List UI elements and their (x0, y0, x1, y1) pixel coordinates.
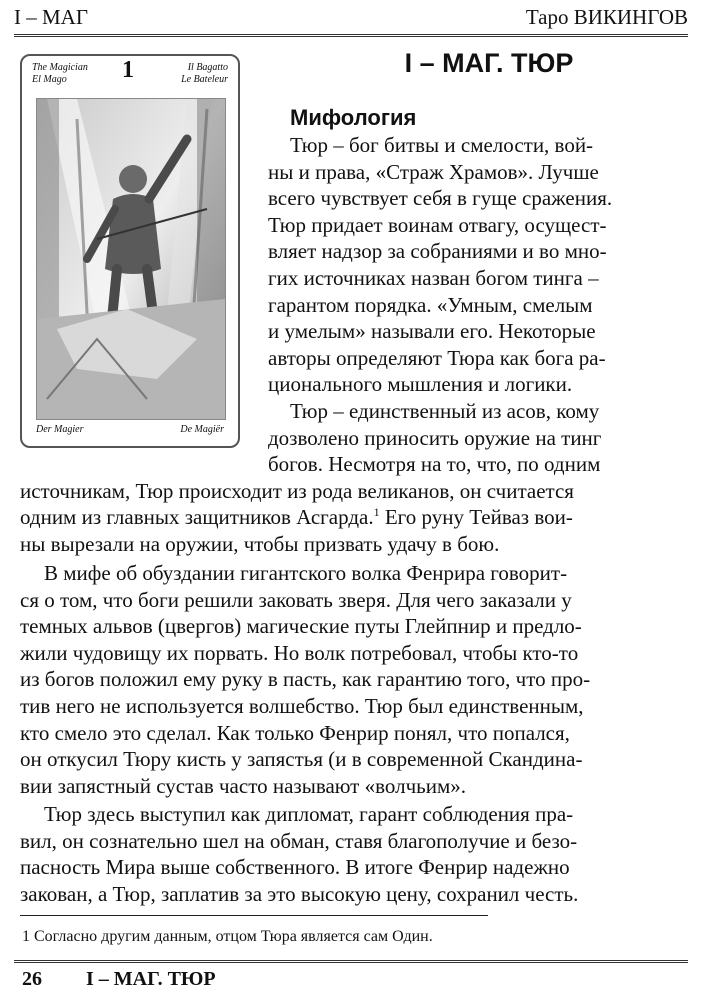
card-label-de: Der Magier (36, 424, 84, 435)
card-top-right (181, 62, 228, 86)
card-bottom-labels (36, 424, 224, 438)
footer-rule (14, 960, 688, 963)
text-line: пасность Мира выше собственного. В итоге Фенрир надежно (20, 855, 570, 880)
card-number: 1 (122, 57, 134, 83)
text-line: ционального мышления и логики. (268, 372, 573, 397)
text-line: Тюр – бог битвы и смелости, вой- (290, 133, 594, 157)
text-line: закован, а Тюр, заплатив за это высокую цену, сохранил честь. (20, 881, 579, 906)
text-line: кто смело это сделал. Как только Фенрир понял, что попался, (20, 720, 570, 745)
card-label-nl: De Magiër (180, 424, 224, 435)
warrior-artwork (37, 99, 225, 419)
page-number: 26 (22, 968, 42, 990)
text-line: вляет надзор за собраниями и во мно- (268, 239, 607, 264)
card-label-it: Il Bagatto (187, 62, 228, 73)
text-line: гарантом порядка. «Умным, смелым (268, 292, 593, 317)
text-line (20, 504, 573, 531)
text-line: жили чудовищу их порвать. Но волк потребовал, чтобы кто-то (20, 640, 579, 665)
text-line: ся о том, что боги решили заковать зверя. Для чего заказали у (20, 587, 572, 612)
text-line: вил, он сознательно шел на обман, ставя благополучие и безо- (20, 828, 578, 853)
text-line: темных альвов (цвергов) магические путы Глейпнир и предло- (20, 614, 582, 639)
text-line: источникам, Тюр происходит из рода великанов, он считается (20, 478, 574, 503)
text-line: Тюр здесь выступил как дипломат, гарант соблюдения пра- (44, 802, 574, 826)
footnote-reference: 1 (373, 505, 380, 520)
text-fragment: Его руну Тейваз вои- (384, 505, 573, 530)
tarot-card-illustration (20, 54, 240, 448)
header-chapter: I – МАГ (14, 5, 88, 29)
text-line: В мифе об обуздании гигантского волка Фенрира говорит- (44, 561, 568, 585)
text-line: дозволено приносить оружие на тинг (268, 425, 602, 450)
text-line: богов. Несмотря на то, что, по одним (268, 452, 601, 477)
text-line: ны вырезали на оружии, чтобы призвать удачу в бою. (20, 532, 500, 556)
chapter-title: I – МАГ. ТЮР (404, 48, 574, 78)
footnote-rule (20, 915, 488, 916)
running-header (14, 2, 688, 32)
text-line: гих источниках назван богом тинга – (268, 266, 599, 290)
text-line: вии запястный сустав часто называют «волчьим». (20, 773, 467, 798)
text-line: Тюр – единственный из асов, кому (290, 399, 600, 423)
card-artwork (36, 98, 226, 420)
text-line: из богов положил ему руку в пасть, как гарантию того, что про- (20, 667, 591, 692)
text-line: авторы определяют Тюра как бога ра- (268, 345, 606, 370)
text-line: он откусил Тюру кисть у запястья (и в современной Скандина- (20, 747, 583, 772)
card-label-en: The Magician (32, 62, 88, 73)
section-heading: Мифология (290, 105, 417, 130)
header-book-title: Таро ВИКИНГОВ (525, 5, 688, 29)
text-line: ны и права, «Страж Храмов». Лучше (268, 159, 599, 184)
footnote: 1 Согласно другим данным, отцом Тюра является сам Один. (22, 928, 433, 945)
card-top-left (32, 62, 88, 86)
text-line: и умелым» называли его. Некоторые (268, 319, 596, 344)
text-fragment: одним из главных защитников Асгарда. (20, 505, 374, 530)
footer-title: I – МАГ. ТЮР (86, 968, 216, 990)
header-rule (14, 34, 688, 37)
text-line: тив него не используется волшебство. Тюр был единственным, (20, 694, 584, 718)
text-line: всего чувствует себя в гуще сражения. (268, 186, 613, 211)
card-label-fr: Le Bateleur (181, 74, 228, 85)
text-line: Тюр придает воинам отвагу, осущест- (268, 212, 607, 237)
card-label-es: El Mago (32, 74, 67, 85)
card-top-labels (32, 57, 228, 98)
